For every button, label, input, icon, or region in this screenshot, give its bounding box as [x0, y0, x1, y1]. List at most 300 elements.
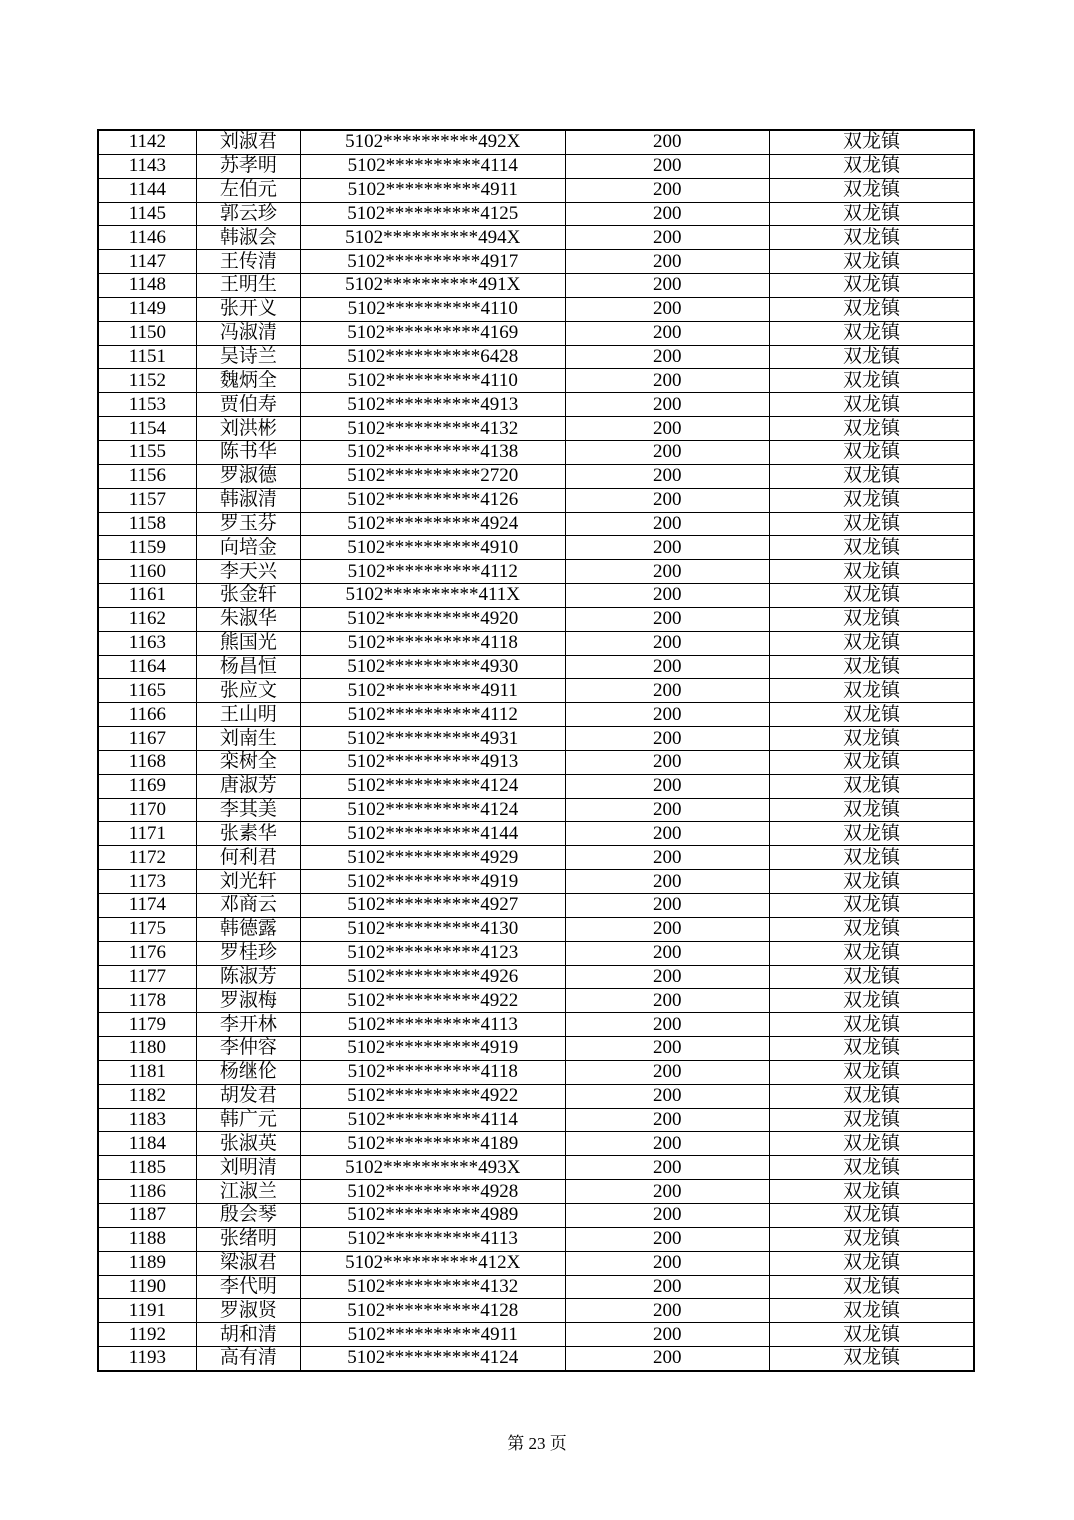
- table-row: [98, 894, 974, 918]
- table-row: [98, 917, 974, 941]
- cell-name: 张开义: [196, 297, 300, 321]
- cell-name: 张金轩: [196, 584, 300, 608]
- cell-town: 双龙镇: [770, 607, 975, 631]
- cell-serial-number: 1190: [98, 1275, 196, 1299]
- table-row: [98, 178, 974, 202]
- table-row: [98, 1132, 974, 1156]
- cell-serial-number: 1161: [98, 584, 196, 608]
- cell-serial-number: 1142: [98, 130, 196, 154]
- table-row: [98, 1227, 974, 1251]
- cell-id-number: 5102**********4924: [300, 512, 565, 536]
- table-row: [98, 1108, 974, 1132]
- cell-amount: 200: [565, 655, 769, 679]
- cell-id-number: 5102**********4113: [300, 1013, 565, 1037]
- cell-town: 双龙镇: [770, 321, 975, 345]
- cell-name: 韩德露: [196, 917, 300, 941]
- cell-amount: 200: [565, 536, 769, 560]
- cell-amount: 200: [565, 1060, 769, 1084]
- cell-amount: 200: [565, 989, 769, 1013]
- roster-table: [97, 129, 975, 1372]
- cell-serial-number: 1177: [98, 965, 196, 989]
- cell-town: 双龙镇: [770, 917, 975, 941]
- page-number: 第 23 页: [507, 1434, 567, 1453]
- cell-id-number: 5102**********4114: [300, 154, 565, 178]
- cell-name: 罗淑贤: [196, 1299, 300, 1323]
- cell-id-number: 5102**********4911: [300, 1323, 565, 1347]
- table-row: [98, 297, 974, 321]
- cell-serial-number: 1149: [98, 297, 196, 321]
- cell-amount: 200: [565, 1275, 769, 1299]
- cell-serial-number: 1144: [98, 178, 196, 202]
- cell-town: 双龙镇: [770, 345, 975, 369]
- cell-town: 双龙镇: [770, 631, 975, 655]
- cell-amount: 200: [565, 440, 769, 464]
- cell-town: 双龙镇: [770, 989, 975, 1013]
- cell-serial-number: 1173: [98, 870, 196, 894]
- table-row: [98, 226, 974, 250]
- cell-amount: 200: [565, 1156, 769, 1180]
- table-row: [98, 345, 974, 369]
- roster-table-body: [98, 130, 974, 1371]
- cell-town: 双龙镇: [770, 1013, 975, 1037]
- cell-amount: 200: [565, 894, 769, 918]
- cell-serial-number: 1145: [98, 202, 196, 226]
- cell-amount: 200: [565, 1323, 769, 1347]
- cell-serial-number: 1166: [98, 703, 196, 727]
- table-row: [98, 679, 974, 703]
- cell-amount: 200: [565, 822, 769, 846]
- table-row: [98, 989, 974, 1013]
- cell-name: 李开林: [196, 1013, 300, 1037]
- cell-id-number: 5102**********4920: [300, 607, 565, 631]
- table-row: [98, 655, 974, 679]
- cell-amount: 200: [565, 1013, 769, 1037]
- table-row: [98, 822, 974, 846]
- table-row: [98, 1251, 974, 1275]
- cell-serial-number: 1172: [98, 846, 196, 870]
- table-row: [98, 750, 974, 774]
- table-row: [98, 369, 974, 393]
- cell-town: 双龙镇: [770, 822, 975, 846]
- cell-id-number: 5102**********4910: [300, 536, 565, 560]
- cell-serial-number: 1146: [98, 226, 196, 250]
- cell-amount: 200: [565, 846, 769, 870]
- cell-name: 李代明: [196, 1275, 300, 1299]
- cell-name: 李天兴: [196, 560, 300, 584]
- cell-name: 张绪明: [196, 1227, 300, 1251]
- cell-id-number: 5102**********4169: [300, 321, 565, 345]
- cell-town: 双龙镇: [770, 798, 975, 822]
- table-row: [98, 1299, 974, 1323]
- cell-serial-number: 1192: [98, 1323, 196, 1347]
- cell-name: 刘光轩: [196, 870, 300, 894]
- table-row: [98, 560, 974, 584]
- cell-town: 双龙镇: [770, 727, 975, 751]
- table-row: [98, 846, 974, 870]
- cell-name: 高有清: [196, 1347, 300, 1371]
- table-row: [98, 417, 974, 441]
- cell-name: 王明生: [196, 274, 300, 298]
- table-row: [98, 250, 974, 274]
- cell-amount: 200: [565, 393, 769, 417]
- table-row: [98, 870, 974, 894]
- cell-id-number: 5102**********4919: [300, 1037, 565, 1061]
- table-row: [98, 536, 974, 560]
- cell-amount: 200: [565, 798, 769, 822]
- table-row: [98, 1156, 974, 1180]
- cell-town: 双龙镇: [770, 1299, 975, 1323]
- cell-amount: 200: [565, 1037, 769, 1061]
- cell-amount: 200: [565, 607, 769, 631]
- cell-amount: 200: [565, 1203, 769, 1227]
- cell-serial-number: 1182: [98, 1084, 196, 1108]
- table-row: [98, 1323, 974, 1347]
- cell-name: 向培金: [196, 536, 300, 560]
- cell-serial-number: 1178: [98, 989, 196, 1013]
- cell-amount: 200: [565, 154, 769, 178]
- table-row: [98, 1084, 974, 1108]
- cell-name: 邓商云: [196, 894, 300, 918]
- cell-town: 双龙镇: [770, 774, 975, 798]
- table-row: [98, 1013, 974, 1037]
- cell-serial-number: 1168: [98, 750, 196, 774]
- cell-name: 张素华: [196, 822, 300, 846]
- cell-id-number: 5102**********493X: [300, 1156, 565, 1180]
- table-row: [98, 727, 974, 751]
- cell-town: 双龙镇: [770, 130, 975, 154]
- table-row: [98, 274, 974, 298]
- cell-serial-number: 1151: [98, 345, 196, 369]
- cell-name: 罗玉芬: [196, 512, 300, 536]
- cell-id-number: 5102**********4138: [300, 440, 565, 464]
- cell-town: 双龙镇: [770, 750, 975, 774]
- cell-amount: 200: [565, 512, 769, 536]
- cell-amount: 200: [565, 1132, 769, 1156]
- cell-name: 罗淑德: [196, 464, 300, 488]
- cell-serial-number: 1156: [98, 464, 196, 488]
- cell-id-number: 5102**********4132: [300, 417, 565, 441]
- cell-id-number: 5102**********4989: [300, 1203, 565, 1227]
- cell-name: 王传清: [196, 250, 300, 274]
- cell-amount: 200: [565, 584, 769, 608]
- cell-amount: 200: [565, 274, 769, 298]
- cell-id-number: 5102**********4929: [300, 846, 565, 870]
- cell-amount: 200: [565, 703, 769, 727]
- cell-town: 双龙镇: [770, 679, 975, 703]
- cell-serial-number: 1181: [98, 1060, 196, 1084]
- cell-id-number: 5102**********4124: [300, 1347, 565, 1371]
- cell-id-number: 5102**********4144: [300, 822, 565, 846]
- cell-town: 双龙镇: [770, 178, 975, 202]
- cell-id-number: 5102**********4922: [300, 1084, 565, 1108]
- cell-amount: 200: [565, 178, 769, 202]
- cell-town: 双龙镇: [770, 250, 975, 274]
- cell-town: 双龙镇: [770, 894, 975, 918]
- cell-amount: 200: [565, 965, 769, 989]
- cell-town: 双龙镇: [770, 1132, 975, 1156]
- cell-amount: 200: [565, 202, 769, 226]
- cell-name: 刘明清: [196, 1156, 300, 1180]
- cell-town: 双龙镇: [770, 440, 975, 464]
- table-row: [98, 1203, 974, 1227]
- cell-amount: 200: [565, 250, 769, 274]
- cell-name: 熊国光: [196, 631, 300, 655]
- cell-serial-number: 1164: [98, 655, 196, 679]
- cell-name: 梁淑君: [196, 1251, 300, 1275]
- cell-town: 双龙镇: [770, 464, 975, 488]
- cell-id-number: 5102**********4112: [300, 560, 565, 584]
- table-row: [98, 965, 974, 989]
- cell-town: 双龙镇: [770, 297, 975, 321]
- table-row: [98, 1180, 974, 1204]
- cell-serial-number: 1167: [98, 727, 196, 751]
- cell-town: 双龙镇: [770, 1108, 975, 1132]
- cell-town: 双龙镇: [770, 965, 975, 989]
- cell-serial-number: 1158: [98, 512, 196, 536]
- cell-town: 双龙镇: [770, 369, 975, 393]
- cell-id-number: 5102**********4911: [300, 178, 565, 202]
- cell-town: 双龙镇: [770, 1180, 975, 1204]
- cell-town: 双龙镇: [770, 274, 975, 298]
- table-row: [98, 703, 974, 727]
- cell-town: 双龙镇: [770, 393, 975, 417]
- cell-town: 双龙镇: [770, 1037, 975, 1061]
- cell-amount: 200: [565, 870, 769, 894]
- cell-town: 双龙镇: [770, 584, 975, 608]
- cell-id-number: 5102**********4123: [300, 941, 565, 965]
- cell-name: 刘南生: [196, 727, 300, 751]
- cell-id-number: 5102**********494X: [300, 226, 565, 250]
- cell-id-number: 5102**********4917: [300, 250, 565, 274]
- table-row: [98, 1037, 974, 1061]
- cell-amount: 200: [565, 297, 769, 321]
- cell-name: 郭云珍: [196, 202, 300, 226]
- cell-name: 罗淑梅: [196, 989, 300, 1013]
- cell-name: 张应文: [196, 679, 300, 703]
- cell-amount: 200: [565, 631, 769, 655]
- cell-amount: 200: [565, 1108, 769, 1132]
- cell-id-number: 5102**********4913: [300, 393, 565, 417]
- table-row: [98, 512, 974, 536]
- cell-id-number: 5102**********4114: [300, 1108, 565, 1132]
- cell-serial-number: 1171: [98, 822, 196, 846]
- cell-name: 左伯元: [196, 178, 300, 202]
- cell-serial-number: 1193: [98, 1347, 196, 1371]
- cell-id-number: 5102**********4130: [300, 917, 565, 941]
- cell-id-number: 5102**********4922: [300, 989, 565, 1013]
- cell-id-number: 5102**********4128: [300, 1299, 565, 1323]
- cell-serial-number: 1152: [98, 369, 196, 393]
- cell-amount: 200: [565, 774, 769, 798]
- cell-serial-number: 1150: [98, 321, 196, 345]
- cell-serial-number: 1186: [98, 1180, 196, 1204]
- cell-town: 双龙镇: [770, 560, 975, 584]
- cell-serial-number: 1160: [98, 560, 196, 584]
- cell-amount: 200: [565, 1251, 769, 1275]
- table-row: [98, 154, 974, 178]
- cell-amount: 200: [565, 1084, 769, 1108]
- cell-name: 苏孝明: [196, 154, 300, 178]
- cell-amount: 200: [565, 917, 769, 941]
- cell-town: 双龙镇: [770, 1227, 975, 1251]
- table-row: [98, 130, 974, 154]
- cell-serial-number: 1159: [98, 536, 196, 560]
- cell-id-number: 5102**********4928: [300, 1180, 565, 1204]
- cell-id-number: 5102**********4113: [300, 1227, 565, 1251]
- table-row: [98, 488, 974, 512]
- cell-name: 罗桂珍: [196, 941, 300, 965]
- cell-serial-number: 1169: [98, 774, 196, 798]
- cell-id-number: 5102**********412X: [300, 1251, 565, 1275]
- cell-name: 胡和清: [196, 1323, 300, 1347]
- cell-id-number: 5102**********2720: [300, 464, 565, 488]
- cell-name: 张淑英: [196, 1132, 300, 1156]
- cell-name: 陈书华: [196, 440, 300, 464]
- cell-id-number: 5102**********4118: [300, 631, 565, 655]
- cell-serial-number: 1175: [98, 917, 196, 941]
- cell-name: 吴诗兰: [196, 345, 300, 369]
- cell-amount: 200: [565, 750, 769, 774]
- cell-name: 唐淑芳: [196, 774, 300, 798]
- cell-id-number: 5102**********4125: [300, 202, 565, 226]
- cell-name: 韩淑会: [196, 226, 300, 250]
- cell-amount: 200: [565, 679, 769, 703]
- cell-name: 胡发君: [196, 1084, 300, 1108]
- cell-town: 双龙镇: [770, 1251, 975, 1275]
- cell-id-number: 5102**********4112: [300, 703, 565, 727]
- cell-town: 双龙镇: [770, 536, 975, 560]
- cell-name: 杨昌恒: [196, 655, 300, 679]
- cell-amount: 200: [565, 488, 769, 512]
- cell-town: 双龙镇: [770, 1347, 975, 1371]
- table-row: [98, 774, 974, 798]
- cell-id-number: 5102**********4927: [300, 894, 565, 918]
- cell-serial-number: 1147: [98, 250, 196, 274]
- cell-id-number: 5102**********4919: [300, 870, 565, 894]
- cell-amount: 200: [565, 321, 769, 345]
- cell-town: 双龙镇: [770, 1084, 975, 1108]
- cell-name: 韩淑清: [196, 488, 300, 512]
- cell-amount: 200: [565, 1180, 769, 1204]
- cell-id-number: 5102**********4913: [300, 750, 565, 774]
- cell-town: 双龙镇: [770, 870, 975, 894]
- cell-amount: 200: [565, 464, 769, 488]
- cell-id-number: 5102**********491X: [300, 274, 565, 298]
- table-row: [98, 941, 974, 965]
- cell-amount: 200: [565, 1299, 769, 1323]
- cell-id-number: 5102**********4926: [300, 965, 565, 989]
- cell-serial-number: 1189: [98, 1251, 196, 1275]
- cell-name: 韩广元: [196, 1108, 300, 1132]
- cell-serial-number: 1148: [98, 274, 196, 298]
- cell-name: 陈淑芳: [196, 965, 300, 989]
- cell-id-number: 5102**********4930: [300, 655, 565, 679]
- cell-serial-number: 1165: [98, 679, 196, 703]
- cell-name: 李其美: [196, 798, 300, 822]
- cell-town: 双龙镇: [770, 846, 975, 870]
- cell-town: 双龙镇: [770, 941, 975, 965]
- cell-serial-number: 1170: [98, 798, 196, 822]
- cell-id-number: 5102**********4911: [300, 679, 565, 703]
- cell-id-number: 5102**********4189: [300, 1132, 565, 1156]
- cell-id-number: 5102**********4110: [300, 297, 565, 321]
- cell-serial-number: 1183: [98, 1108, 196, 1132]
- cell-amount: 200: [565, 130, 769, 154]
- cell-name: 王山明: [196, 703, 300, 727]
- cell-name: 刘洪彬: [196, 417, 300, 441]
- cell-town: 双龙镇: [770, 417, 975, 441]
- table-row: [98, 440, 974, 464]
- table-row: [98, 1060, 974, 1084]
- cell-name: 李仲容: [196, 1037, 300, 1061]
- table-row: [98, 798, 974, 822]
- cell-amount: 200: [565, 369, 769, 393]
- cell-serial-number: 1162: [98, 607, 196, 631]
- cell-town: 双龙镇: [770, 1156, 975, 1180]
- cell-serial-number: 1176: [98, 941, 196, 965]
- cell-amount: 200: [565, 727, 769, 751]
- cell-id-number: 5102**********4118: [300, 1060, 565, 1084]
- cell-name: 何利君: [196, 846, 300, 870]
- cell-id-number: 5102**********4124: [300, 798, 565, 822]
- cell-serial-number: 1179: [98, 1013, 196, 1037]
- cell-town: 双龙镇: [770, 1323, 975, 1347]
- cell-amount: 200: [565, 941, 769, 965]
- cell-name: 江淑兰: [196, 1180, 300, 1204]
- table-row: [98, 393, 974, 417]
- cell-id-number: 5102**********492X: [300, 130, 565, 154]
- cell-name: 刘淑君: [196, 130, 300, 154]
- table-row: [98, 584, 974, 608]
- table-row: [98, 631, 974, 655]
- table-row: [98, 1347, 974, 1371]
- cell-town: 双龙镇: [770, 488, 975, 512]
- cell-amount: 200: [565, 1347, 769, 1371]
- cell-amount: 200: [565, 560, 769, 584]
- cell-amount: 200: [565, 417, 769, 441]
- cell-id-number: 5102**********4110: [300, 369, 565, 393]
- cell-id-number: 5102**********4124: [300, 774, 565, 798]
- cell-name: 杨继伦: [196, 1060, 300, 1084]
- cell-town: 双龙镇: [770, 202, 975, 226]
- table-row: [98, 321, 974, 345]
- cell-town: 双龙镇: [770, 512, 975, 536]
- cell-serial-number: 1155: [98, 440, 196, 464]
- cell-id-number: 5102**********6428: [300, 345, 565, 369]
- cell-name: 贾伯寿: [196, 393, 300, 417]
- cell-serial-number: 1163: [98, 631, 196, 655]
- cell-id-number: 5102**********4126: [300, 488, 565, 512]
- cell-town: 双龙镇: [770, 226, 975, 250]
- cell-town: 双龙镇: [770, 1275, 975, 1299]
- cell-town: 双龙镇: [770, 154, 975, 178]
- table-row: [98, 464, 974, 488]
- cell-serial-number: 1187: [98, 1203, 196, 1227]
- cell-id-number: 5102**********4931: [300, 727, 565, 751]
- cell-name: 冯淑清: [196, 321, 300, 345]
- cell-serial-number: 1184: [98, 1132, 196, 1156]
- cell-serial-number: 1174: [98, 894, 196, 918]
- cell-serial-number: 1143: [98, 154, 196, 178]
- cell-serial-number: 1153: [98, 393, 196, 417]
- table-row: [98, 202, 974, 226]
- cell-serial-number: 1157: [98, 488, 196, 512]
- cell-amount: 200: [565, 226, 769, 250]
- cell-serial-number: 1185: [98, 1156, 196, 1180]
- cell-name: 栾树全: [196, 750, 300, 774]
- cell-town: 双龙镇: [770, 1060, 975, 1084]
- cell-town: 双龙镇: [770, 655, 975, 679]
